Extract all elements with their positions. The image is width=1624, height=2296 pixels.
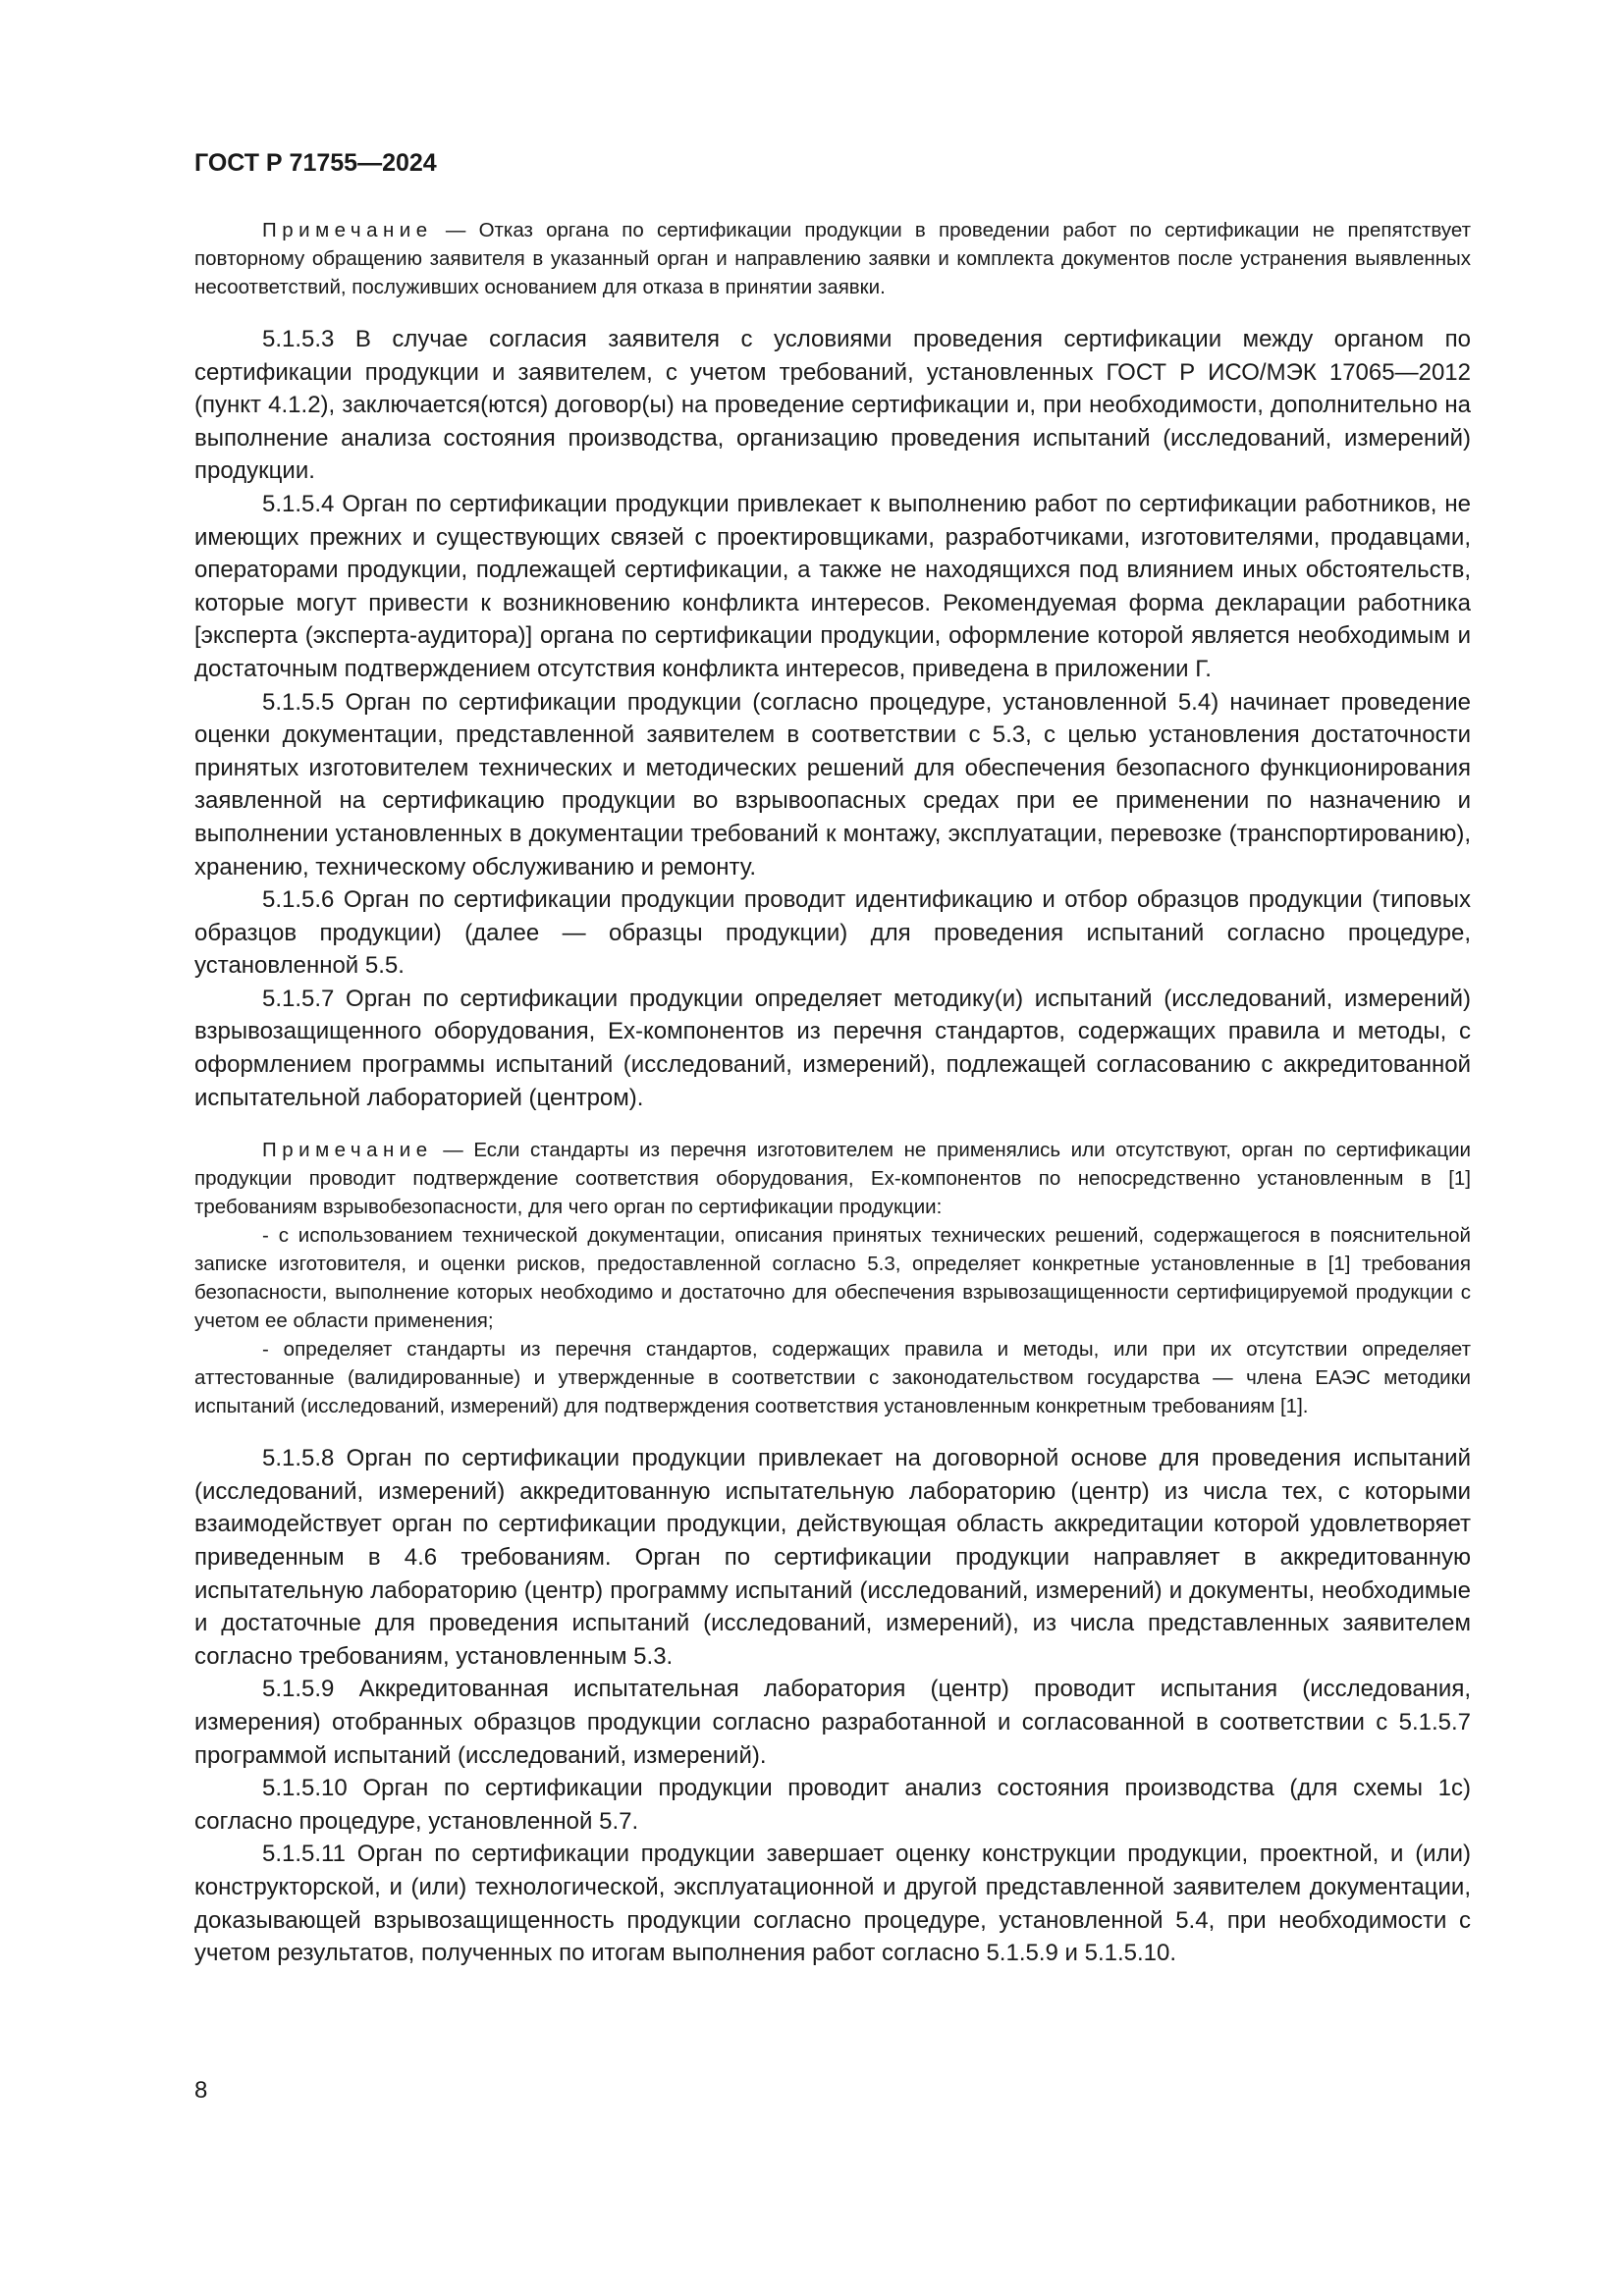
clause-5-1-5-10: 5.1.5.10 Орган по сертификации продукции проводит анализ состояния производства (для схемы 1с) согласно процедуре, установленной 5.7. (194, 1775, 1471, 1835)
note-block (194, 1136, 1471, 1420)
document-page (194, 147, 1471, 1970)
note-text: — Если стандарты из перечня изготовителем не применялись или отсутствуют, орган по сертификации продукции проводит подтверждение соответствия оборудования, Ex-компонентов по непосредственно установленным в [1] требованиям взрывобезопасности, для чего орган по сертификации продукции: (194, 1139, 1471, 1219)
clause-5-1-5-5: 5.1.5.5 Орган по сертификации продукции (согласно процедуре, установленной 5.4) начинает проведение оценки документации, представленной заявителем в соответствии с 5.3, с целью установления достаточности принятых изготовителем технических и методических решений для обеспечения безопасного функционирования заявленной на сертификацию продукции во взрывоопасных средах при ее применении по назначению и выполнении установленных в документации требований к монтажу, эксплуатации, перевозке (транспортированию), хранению, техническому обслуживанию и ремонту. (194, 688, 1471, 881)
clause-5-1-5-8: 5.1.5.8 Орган по сертификации продукции привлекает на договорной основе для проведения испытаний (исследований, измерений) аккредитованную испытательную лабораторию (центр) из числа тех, с которыми взаимодействует орган по сертификации продукции, действующая область аккредитации которой удовлетворяет приведенным в 4.6 требованиям. Орган по сертификации продукции направляет в аккредитованную испытательную лабораторию (центр) программу испытаний (исследований, измерений) и документы, необходимые и достаточные для проведения испытаний (исследований, измерений), из числа представленных заявителем согласно требованиям, установленным 5.3. (194, 1445, 1471, 1670)
note-label: Примечание (262, 1139, 433, 1162)
page-number: 8 (194, 2077, 208, 2104)
note-block (194, 216, 1471, 301)
note-list-item: - определяет стандарты из перечня стандартов, содержащих правила и методы, или при их отсутствии определяет аттестованные (валидированные) и утвержденные в соответствии с законодательством государства — члена ЕАЭС методики испытаний (исследований, измерений) для подтверждения соответствия установленным конкретным требованиям [1]. (194, 1338, 1471, 1418)
clause-5-1-5-3: 5.1.5.3 В случае согласия заявителя с условиями проведения сертификации между органом по сертификации продукции и заявителем, с учетом требований, установленных ГОСТ Р ИСО/МЭК 17065—2012 (пункт 4.1.2), заключается(ются) договор(ы) на проведение сертификации и, при необходимости, дополнительно на выполнение анализа состояния производства, организацию проведения испытаний (исследований, измерений) продукции. (194, 326, 1471, 485)
note-label: Примечание (262, 219, 433, 241)
document-id: ГОСТ Р 71755—2024 (194, 149, 437, 177)
note-list-item: - с использованием технической документации, описания принятых технических решений, содержащегося в пояснительной записке изготовителя, и оценки рисков, предоставленной согласно 5.3, определяет конкретные установленные в [1] требования безопасности, выполнение которых необходимо и достаточно для обеспечения взрывозащищенности сертифицируемой продукции с учетом ее области применения; (194, 1224, 1471, 1333)
clause-5-1-5-6: 5.1.5.6 Орган по сертификации продукции проводит идентификацию и отбор образцов продукции (типовых образцов продукции) (далее — образцы продукции) для проведения испытаний согласно процедуре, установленной 5.5. (194, 886, 1471, 980)
clause-5-1-5-11: 5.1.5.11 Орган по сертификации продукции завершает оценку конструкции продукции, проектной, и (или) конструкторской, и (или) технологической, эксплуатационной и другой представленной заявителем документации, доказывающей взрывозащищенность продукции согласно процедуре, установленной 5.4, при необходимости с учетом результатов, полученных по итогам выполнения работ согласно 5.1.5.9 и 5.1.5.10. (194, 1841, 1471, 1967)
note-paragraph (194, 1136, 1471, 1221)
clause-5-1-5-9: 5.1.5.9 Аккредитованная испытательная лаборатория (центр) проводит испытания (исследования, измерения) отобранных образцов продукции согласно разработанной и согласованной в соответствии с 5.1.5.7 программой испытаний (исследований, измерений). (194, 1676, 1471, 1769)
clause-5-1-5-4: 5.1.5.4 Орган по сертификации продукции привлекает к выполнению работ по сертификации работников, не имеющих прежних и существующих связей с проектировщиками, разработчиками, изготовителями, продавцами, операторами продукции, подлежащей сертификации, а также не находящихся под влиянием иных обстоятельств, которые могут привести к возникновению конфликта интересов. Рекомендуемая форма декларации работника [эксперта (эксперта-аудитора)] органа по сертификации продукции, оформление которой является необходимым и достаточным подтверждением отсутствия конфликта интересов, приведена в приложении Г. (194, 490, 1471, 682)
note-paragraph (194, 216, 1471, 301)
clause-5-1-5-7: 5.1.5.7 Орган по сертификации продукции определяет методику(и) испытаний (исследований, измерений) взрывозащищенного оборудования, Ex-компонентов из перечня стандартов, содержащих правила и методы, с оформлением программы испытаний (исследований, измерений), подлежащей согласованию с аккредитованной испытательной лабораторией (центром). (194, 985, 1471, 1111)
note-text: — Отказ органа по сертификации продукции в проведении работ по сертификации не препятствует повторному обращению заявителя в указанный орган и направлению заявки и комплекта документов после устранения выявленных несоответствий, послуживших основанием для отказа в принятии заявки. (194, 219, 1471, 298)
